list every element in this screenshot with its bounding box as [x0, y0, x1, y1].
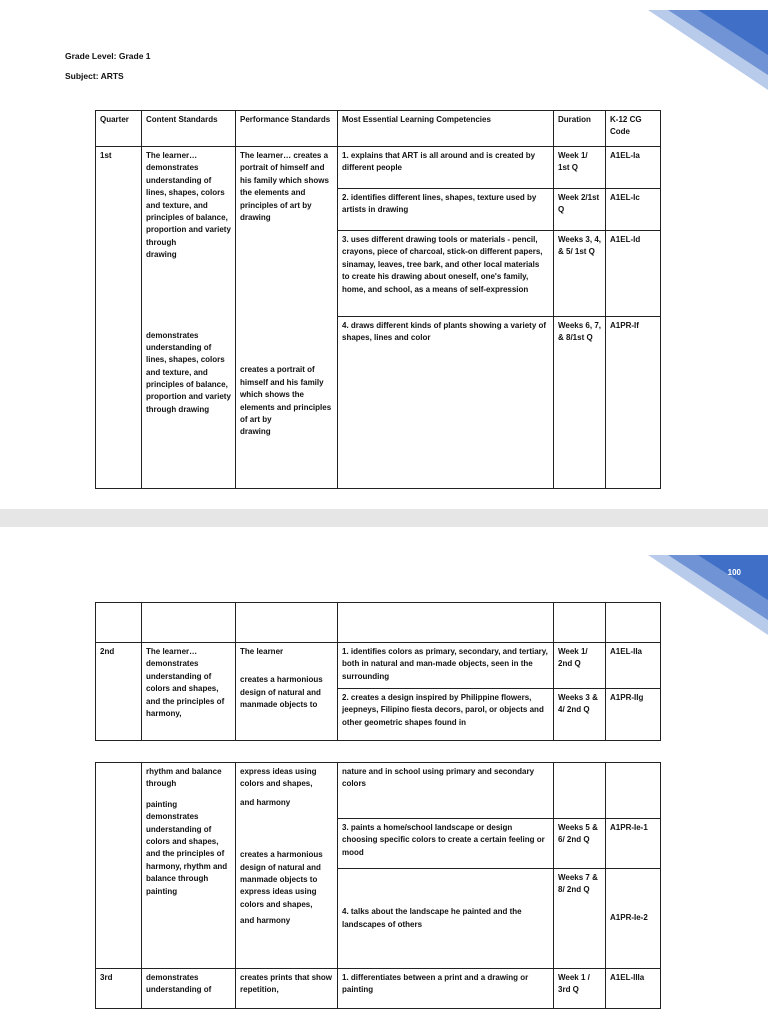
table-header-row: [96, 111, 661, 147]
melc-cell: 4. draws different kinds of plants showing a variety of shapes, lines and color: [338, 317, 554, 489]
performance-standard-text: and harmony: [240, 916, 291, 926]
duration-cell: Weeks 3, 4, & 5/ 1st Q: [554, 231, 606, 317]
quarter-cell: 2nd: [96, 643, 142, 741]
performance-standard-text: drawing: [240, 212, 271, 222]
duration-cell: Weeks 7 & 8/ 2nd Q: [554, 869, 606, 969]
code-cell: [606, 869, 661, 969]
content-standards-cell: The learner… demonstrates understanding of colors and shapes, and the principles of harmony,: [142, 643, 236, 741]
content-standards-cell: demonstrates understanding of: [142, 969, 236, 1009]
performance-standard-text: drawing: [240, 427, 271, 437]
melc-cell: 2. identifies different lines, shapes, texture used by artists in drawing: [338, 189, 554, 231]
content-standard-text: painting demonstrates understanding of colors and shapes, and the principles of harmony, rhythm and balance through painting: [146, 799, 228, 896]
grade-level: Grade Level: Grade 1: [65, 51, 151, 61]
header-melc: Most Essential Learning Competencies: [338, 111, 554, 147]
code-cell: A1EL-IIa: [606, 643, 661, 689]
corner-decoration-top: [648, 10, 768, 100]
melc-cell: [338, 869, 554, 969]
duration-cell: [554, 763, 606, 819]
performance-standards-cell: [236, 643, 338, 741]
performance-standards-cell: creates prints that show repetition,: [236, 969, 338, 1009]
page-break: [0, 509, 768, 527]
performance-standard-text: The learner… creates a portrait of himself and his family which shows the elements and principles of art by: [240, 151, 329, 210]
performance-standard-text: creates a harmonious design of natural and manmade objects to: [240, 675, 323, 710]
melc-cell: 3. paints a home/school landscape or design choosing specific colors to create a certain feeling or mood: [338, 819, 554, 869]
melc-cell: 1. identifies colors as primary, secondary, and tertiary, both in natural and man-made objects, seen in the surrounding: [338, 643, 554, 689]
content-standard-text: drawing: [146, 250, 177, 260]
header-content-standards: Content Standards: [142, 111, 236, 147]
code-cell: A1EL-Ia: [606, 147, 661, 189]
melc-cell: 1. explains that ART is all around and is created by different people: [338, 147, 554, 189]
duration-cell: Week 1/ 1st Q: [554, 147, 606, 189]
melc-cell: 1. differentiates between a print and a drawing or painting: [338, 969, 554, 1009]
code-cell: A1PR-Ie-1: [606, 819, 661, 869]
performance-standard-text: creates a harmonious design of natural and manmade objects to express ideas using colors and shapes,: [240, 850, 323, 909]
competency-table-q2-continued: [95, 762, 661, 1009]
quarter-label: 1st: [100, 151, 112, 160]
code-cell: [606, 763, 661, 819]
melc-text: 4. talks about the landscape he painted and the landscapes of others: [342, 907, 522, 929]
content-standard-text: The learner… demonstrates understanding of lines, shapes, colors and texture, and principles of balance,: [146, 151, 228, 222]
content-standard-text: demonstrates understanding of lines, shapes, colors and texture, and principles of balance,: [146, 330, 228, 390]
competency-table-q1: [95, 110, 661, 489]
content-standard-text: proportion and variety through drawing: [146, 392, 231, 414]
table-row-empty: [96, 603, 661, 643]
table-row: [96, 147, 661, 189]
performance-standard-text: creates a portrait of himself and his family which shows the elements and principles of art by: [240, 365, 332, 424]
code-text: A1PR-Ie-2: [610, 913, 648, 923]
performance-standard-text: and harmony: [240, 797, 291, 807]
quarter-cell: [96, 147, 142, 489]
duration-cell: Weeks 5 & 6/ 2nd Q: [554, 819, 606, 869]
quarter-cell: 3rd: [96, 969, 142, 1009]
performance-standards-cell: [236, 147, 338, 489]
performance-standard-text: The learner: [240, 647, 284, 656]
header-duration: Duration: [554, 111, 606, 147]
content-standard-text: rhythm and balance through: [146, 767, 222, 789]
melc-cell: 3. uses different drawing tools or materials - pencil, crayons, piece of charcoal, stick-on different papers, sinamay, leaves, tree bark, and other local materials to create his drawing about oneself, one's family, home, and school, as a means of self-expression: [338, 231, 554, 317]
duration-cell: Weeks 3 & 4/ 2nd Q: [554, 689, 606, 741]
header-quarter: Quarter: [96, 111, 142, 147]
content-standard-text: proportion and variety through: [146, 225, 231, 247]
header-code: K-12 CG Code: [606, 111, 661, 147]
code-cell: A1PR-If: [606, 317, 661, 489]
code-cell: A1EL-Ic: [606, 189, 661, 231]
duration-cell: Weeks 6, 7, & 8/1st Q: [554, 317, 606, 489]
subject: Subject: ARTS: [65, 71, 124, 81]
table-row: [96, 643, 661, 689]
code-cell: A1EL-IIIa: [606, 969, 661, 1009]
page-number: 100: [727, 568, 741, 577]
content-standards-cell: [142, 763, 236, 969]
table-row: [96, 763, 661, 819]
content-standards-cell: [142, 147, 236, 489]
duration-cell: Week 1/ 2nd Q: [554, 643, 606, 689]
header-performance-standards: Performance Standards: [236, 111, 338, 147]
duration-cell: Week 1 / 3rd Q: [554, 969, 606, 1009]
competency-table-q2: [95, 602, 661, 741]
melc-cell: nature and in school using primary and secondary colors: [338, 763, 554, 819]
code-cell: A1EL-Id: [606, 231, 661, 317]
performance-standard-text: express ideas using colors and shapes,: [240, 767, 317, 789]
code-cell: A1PR-IIg: [606, 689, 661, 741]
melc-cell: 2. creates a design inspired by Philippine flowers, jeepneys, Filipino fiesta decors, parol, or objects and other geometric shapes found in: [338, 689, 554, 741]
table-row: [96, 969, 661, 1009]
duration-cell: Week 2/1st Q: [554, 189, 606, 231]
corner-decoration-bottom: [648, 555, 768, 645]
performance-standards-cell: [236, 763, 338, 969]
